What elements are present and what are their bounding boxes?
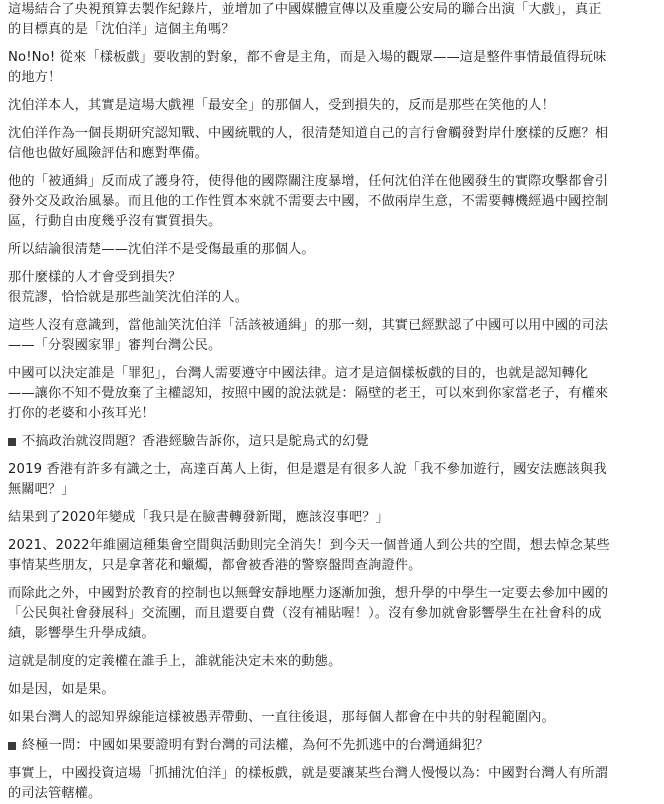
text-line: 這場結合了央視預算去製作紀錄片，並增加了中國媒體宣傳以及重慶公安局的聯合出演「大戲」，真正 — [8, 2, 602, 17]
post-paragraph — [8, 0, 654, 40]
post-paragraph — [8, 536, 654, 576]
text-line: 如果台灣人的認知界線能這樣被愚弄帶動、一直往後退，那每個人都會在中共的射程範圍內。 — [8, 710, 555, 725]
text-line: 他的「被通緝」反而成了護身符，使得他的國際關注度暴增，任何沈伯洋在他國發生的實際攻擊都會引 — [8, 174, 609, 189]
text-line: ——讓你不知不覺放棄了主權認知，按照中國的說法就是：隔壁的老王，可以來到你家當老子，有權來 — [8, 386, 609, 401]
post-paragraph — [8, 316, 654, 356]
text-line: 的司法管轄權。 — [8, 786, 102, 801]
text-line: 打你的老婆和小孩耳光！ — [8, 406, 155, 421]
text-line: 「公民與社會發展科」交流團，而且還要自費（沒有補貼喔！）。沒有參加就會影響學生在社會科的成 — [8, 606, 602, 621]
text-line: 所以結論很清楚——沈伯洋不是受傷最重的那個人。 — [8, 242, 315, 257]
text-line: 2021、2022年維園這種集會空間與活動則完全消失！到今天一個普通人到公共的空間，想去悼念某些 — [8, 538, 610, 553]
text-line: 發外交及政治風暴。而且他的工作性質本來就不需要去中國，不做兩岸生意，不需要轉機經過中國控制 — [8, 194, 609, 209]
text-line: 沈伯洋本人，其實是這場大戲裡「最安全」的那個人，受到損失的，反而是那些在笑他的人！ — [8, 98, 555, 113]
section-heading-text — [22, 432, 369, 452]
section-heading — [8, 736, 654, 756]
text-line: 中國可以決定誰是「罪犯」，台灣人需要遵守中國法律。這才是這個樣板戲的目的，也就是認知轉化 — [8, 366, 589, 381]
text-line: 的目標真的是「沈伯洋」這個主角嗎？ — [8, 22, 235, 37]
text-line: 事實上，中國投資這場「抓捕沈伯洋」的樣板戲，就是要讓某些台灣人慢慢以為：中國對台灣人有所謂 — [8, 766, 609, 781]
post-paragraph — [8, 364, 654, 424]
section-heading-text — [22, 736, 489, 756]
text-line: 不搞政治就沒問題？香港經驗告訴你，這只是鴕鳥式的幻覺 — [22, 434, 369, 449]
post-paragraph — [8, 764, 654, 804]
post-paragraph — [8, 508, 654, 528]
text-line: 沈伯洋作為一個長期研究認知戰、中國統戰的人，很清楚知道自己的言行會觸發對岸什麼樣的反應？相 — [8, 126, 609, 141]
text-line: 的地方！ — [8, 70, 62, 85]
text-line: 結果到了2020年變成「我只是在臉書轉發新聞，應該沒事吧？」 — [8, 510, 389, 525]
post-paragraph — [8, 96, 654, 116]
post-paragraph — [8, 268, 654, 308]
post-paragraph — [8, 584, 654, 644]
post-paragraph — [8, 708, 654, 728]
text-line: 這就是制度的定義權在誰手上，誰就能決定未來的動態。 — [8, 654, 342, 669]
text-line: 如是因，如是果。 — [8, 682, 115, 697]
post-paragraph — [8, 460, 654, 500]
post-paragraph — [8, 172, 654, 232]
text-line: 事情某些朋友，只是拿著花和蠟燭，都會被香港的警察盤問查詢證件。 — [8, 558, 422, 573]
text-line: ——「分裂國家罪」審判台灣公民。 — [8, 338, 222, 353]
text-line: 2019 香港有許多有識之士，高達百萬人上街，但是還是有很多人說「我不參加遊行，國安法應該與我 — [8, 462, 607, 477]
post-paragraph — [8, 652, 654, 672]
black-square-icon — [8, 438, 16, 446]
text-line: 績，影響學生升學成績。 — [8, 626, 155, 641]
post-paragraph — [8, 124, 654, 164]
text-line: 而除此之外，中國對於教育的控制也以無聲安靜地壓力逐漸加強，想升學的中學生一定要去參加中國的 — [8, 586, 609, 601]
text-line: 這些人沒有意識到，當他訕笑沈伯洋「活該被通緝」的那一刻，其實已經默認了中國可以用中國的司法 — [8, 318, 609, 333]
text-line: No!No! 從來「樣板戲」要收割的對象，都不會是主角，而是入場的觀眾——這是整件事情最值得玩味 — [8, 50, 607, 65]
text-line: 終極一問：中國如果要證明有對台灣的司法權，為何不先抓逃中的台灣通緝犯？ — [22, 738, 489, 753]
black-square-icon — [8, 742, 16, 750]
post-paragraph — [8, 240, 654, 260]
text-line: 信他也做好風險評估和應對準備。 — [8, 146, 209, 161]
text-line: 那什麼樣的人才會受到損失？ — [8, 270, 182, 285]
text-line: 區，行動自由度幾乎沒有實質損失。 — [8, 214, 222, 229]
post-paragraph — [8, 680, 654, 700]
text-line: 無關吧？」 — [8, 482, 75, 497]
post-paragraph — [8, 48, 654, 88]
text-line: 很荒謬，恰恰就是那些訕笑沈伯洋的人。 — [8, 290, 249, 305]
section-heading — [8, 432, 654, 452]
